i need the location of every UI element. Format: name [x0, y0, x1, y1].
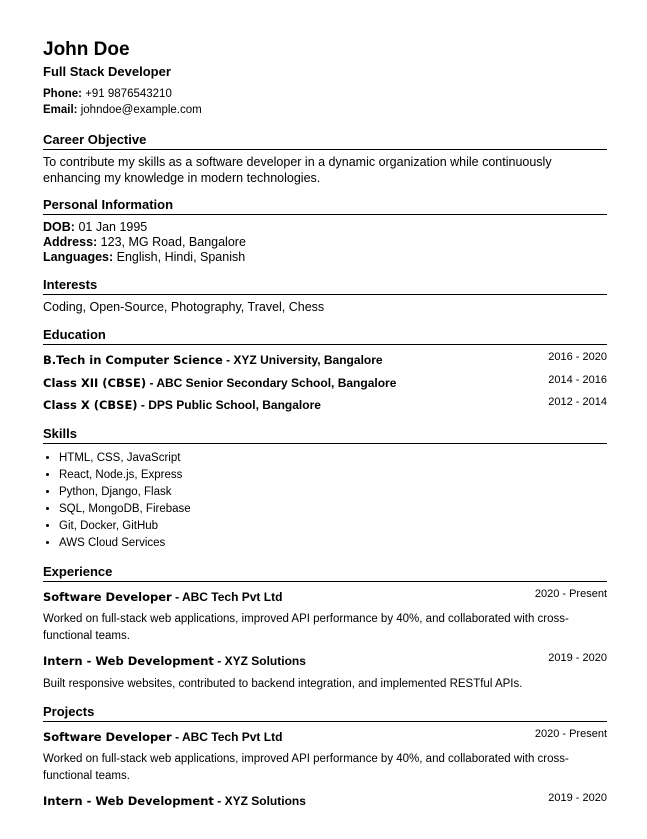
skill-item: • Python, Django, Flask [59, 484, 191, 501]
personal-info-heading: Personal Information [43, 197, 607, 215]
phone-value: +91 9876543210 [85, 88, 172, 100]
experience-role: Software Developer - ABC Tech Pvt Ltd [43, 590, 283, 604]
skill-item: • AWS Cloud Services [59, 535, 191, 552]
education-date: 2012 - 2014 [548, 396, 607, 408]
education-item [43, 376, 607, 392]
interests-heading: Interests [43, 277, 607, 295]
experience-heading: Experience [43, 564, 607, 582]
address-value: 123, MG Road, Bangalore [100, 235, 246, 249]
education-date: 2016 - 2020 [548, 351, 607, 363]
email-label: Email: [43, 104, 78, 116]
skill-item: • HTML, CSS, JavaScript [59, 450, 191, 467]
education-date: 2014 - 2016 [548, 374, 607, 386]
education-item [43, 353, 607, 369]
experience-item [43, 590, 607, 606]
address-line [43, 235, 246, 250]
education-degree: B.Tech in Computer Science - XYZ University, Bangalore [43, 353, 383, 367]
education-degree: Class X (CBSE) - DPS Public School, Bangalore [43, 398, 321, 412]
project-role: Intern - Web Development - XYZ Solutions [43, 794, 306, 808]
email-value: johndoe@example.com [80, 104, 202, 116]
education-degree: Class XII (CBSE) - ABC Senior Secondary School, Bangalore [43, 376, 397, 390]
project-role: Software Developer - ABC Tech Pvt Ltd [43, 730, 283, 744]
career-objective-text: To contribute my skills as a software developer in a dynamic organization while continuously enhancing my knowledge in modern technologies. [43, 155, 552, 185]
experience-description: Worked on full-stack web applications, improved API performance by 40%, and collaborated with cross-functional teams. [43, 613, 569, 642]
project-date: 2020 - Present [534, 728, 607, 740]
experience-date: 2019 - 2020 [548, 652, 607, 664]
career-objective-heading: Career Objective [43, 132, 607, 150]
skills-list [43, 450, 191, 552]
project-item [43, 730, 607, 746]
experience-date: 2020 - Present [534, 588, 607, 600]
skill-item: • Git, Docker, GitHub [59, 518, 191, 535]
address-label: Address: [43, 235, 98, 249]
languages-label: Languages: [43, 250, 114, 264]
education-heading: Education [43, 327, 607, 345]
skills-heading: Skills [43, 426, 607, 444]
projects-heading: Projects [43, 704, 607, 722]
experience-role: Intern - Web Development - XYZ Solutions [43, 654, 306, 668]
project-date: 2019 - 2020 [548, 792, 607, 804]
languages-line [43, 250, 245, 265]
dob-label: DOB: [43, 220, 75, 234]
education-item [43, 398, 607, 414]
candidate-name: John Doe [43, 39, 130, 60]
candidate-title: Full Stack Developer [43, 64, 171, 79]
dob-value: 01 Jan 1995 [78, 220, 148, 234]
experience-item [43, 654, 607, 670]
skill-item: • React, Node.js, Express [59, 467, 191, 484]
experience-description: Built responsive websites, contributed to backend integration, and implemented RESTful APIs. [43, 678, 523, 690]
phone-label: Phone: [43, 88, 82, 100]
phone-line [43, 88, 172, 100]
project-description: Worked on full-stack web applications, improved API performance by 40%, and collaborated with cross-functional teams. [43, 753, 569, 782]
interests-text: Coding, Open-Source, Photography, Travel, Chess [43, 300, 325, 314]
email-line [43, 104, 202, 116]
languages-value: English, Hindi, Spanish [116, 250, 246, 264]
project-item [43, 794, 607, 810]
skill-item: • SQL, MongoDB, Firebase [59, 501, 191, 518]
dob-line [43, 220, 147, 235]
